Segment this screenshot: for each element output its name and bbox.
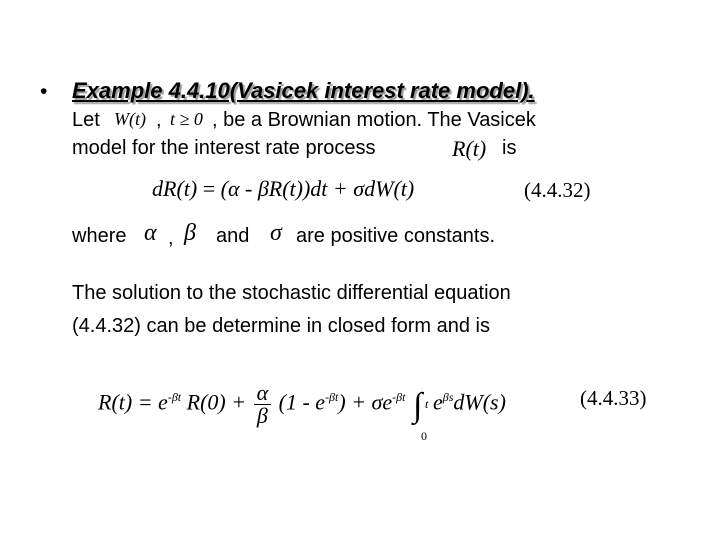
eq2-exp1: -βt	[167, 390, 182, 404]
eq1-number: (4.4.32)	[524, 178, 591, 202]
fraction-denominator: β	[256, 402, 268, 428]
integral-sign-icon: ∫ t 0	[411, 387, 433, 421]
where-text: where	[72, 225, 127, 247]
eq2-number: (4.4.33)	[580, 386, 647, 410]
w-of-t-math: W(t)	[114, 109, 146, 129]
eq1-rhs: (α - βR(t))dt + σdW(t)	[220, 176, 415, 201]
sigma-symbol: σ	[270, 220, 282, 246]
paragraph-line2: (4.4.32) can be determine in closed form and is	[72, 315, 490, 337]
and-text: and	[216, 225, 250, 247]
alpha-over-beta-fraction	[254, 379, 272, 428]
line2-suffix: is	[502, 137, 517, 159]
eq2-paren: (1 - e	[278, 389, 326, 415]
eq2-exp3: -βt	[392, 390, 406, 404]
line1-comma: ,	[156, 109, 162, 131]
integral-lower-limit: 0	[420, 429, 427, 444]
t-ge-zero-math: t ≥ 0	[170, 109, 203, 129]
eq1-lhs: dR(t)	[152, 176, 198, 201]
eq2-exp2: -βt	[325, 390, 339, 404]
eq2-exp4: βs	[442, 390, 454, 404]
eq2-lhs: R(t) = e	[98, 389, 168, 415]
eq2-tail: dW(s)	[453, 389, 506, 415]
let-text: Let	[72, 109, 100, 131]
paragraph-line1: The solution to the stochastic differential equation	[72, 282, 511, 304]
equation-4-4-32	[152, 176, 414, 202]
example-title: Example 4.4.10(Vasicek interest rate model).	[72, 78, 535, 103]
eq2-close: ) + σe	[338, 389, 393, 415]
line1-suffix: , be a Brownian motion. The Vasicek	[212, 109, 536, 131]
fraction-numerator: α	[254, 382, 272, 405]
bullet-icon: •	[40, 80, 48, 103]
line3-suffix: are positive constants.	[296, 225, 495, 247]
alpha-symbol: α	[144, 220, 157, 246]
eq2-r0: R(0) +	[186, 389, 247, 415]
integral-upper-limit: t	[424, 397, 429, 412]
beta-symbol: β	[184, 220, 196, 246]
r-of-t-math: R(t)	[452, 136, 487, 161]
line2-text: model for the interest rate process	[72, 137, 376, 159]
equation-4-4-33	[98, 372, 506, 444]
eq1-equals: =	[202, 176, 216, 201]
eq2-integrand: e	[432, 389, 443, 415]
line3-comma: ,	[168, 227, 174, 249]
